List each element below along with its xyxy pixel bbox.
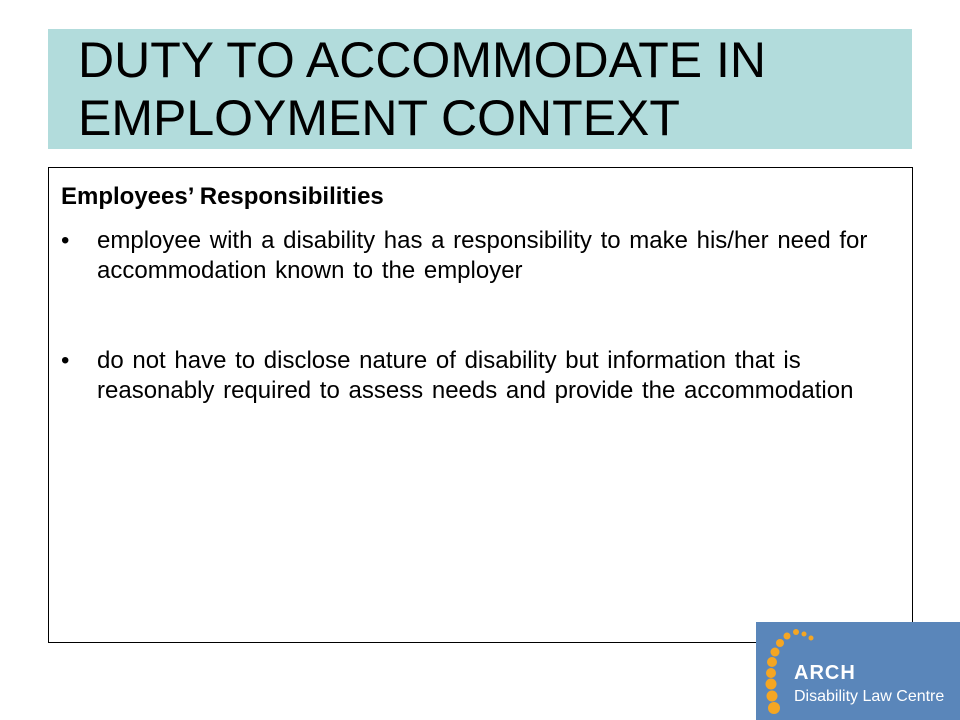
bullet-text: do not have to disclose nature of disability but information that is reasonably required to assess needs and provide the accommodation [97, 347, 854, 404]
bullet-item [61, 346, 900, 406]
slide-title-line-2: EMPLOYMENT CONTEXT [78, 90, 680, 146]
bullet-icon: • [61, 347, 70, 374]
bullet-item [61, 226, 900, 286]
bullet-list [61, 226, 900, 406]
section-heading: Employees’ Responsibilities [61, 183, 384, 210]
bullet-icon: • [61, 227, 70, 254]
slide-title-line-1: DUTY TO ACCOMMODATE IN [78, 32, 767, 88]
bullet-text: employee with a disability has a responsibility to make his/her need for accommodation known to the employer [97, 227, 868, 284]
logo-name: ARCH [794, 662, 856, 684]
title-band [48, 29, 912, 149]
content-box [48, 167, 913, 643]
logo-subtitle: Disability Law Centre [794, 688, 945, 705]
arch-logo [756, 622, 960, 720]
